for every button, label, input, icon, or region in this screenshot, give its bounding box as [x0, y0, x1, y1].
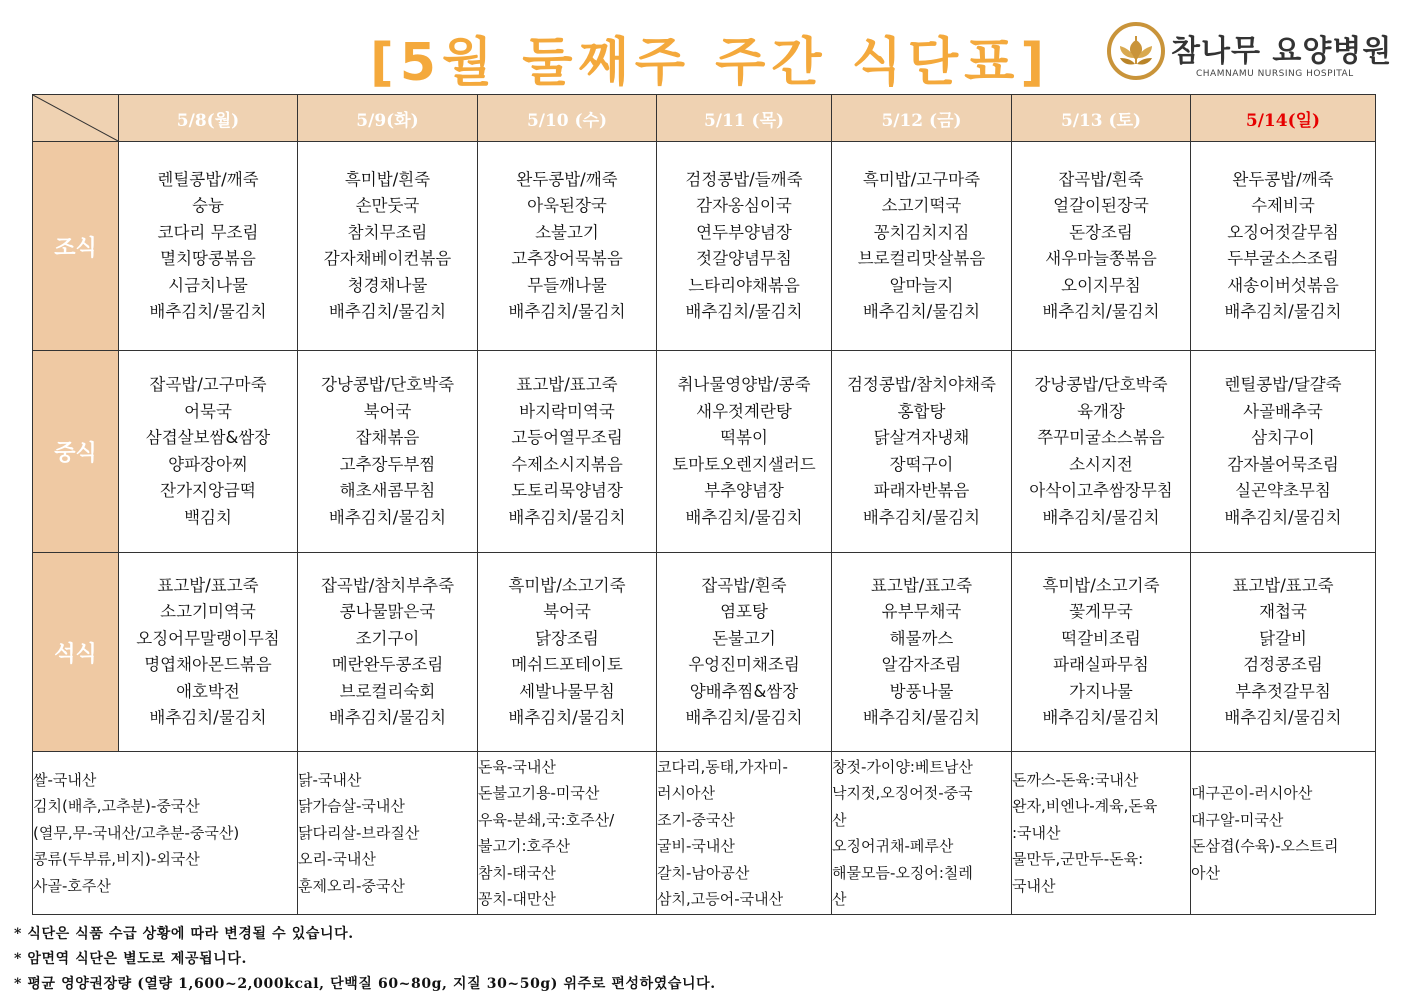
meal-cell [478, 142, 657, 351]
meal-cell [119, 142, 298, 351]
origin-line: 돈불고기용-미국산 [478, 784, 600, 802]
menu-item: 부추젓갈무침 [1235, 681, 1331, 701]
meal-cell [657, 553, 832, 752]
meal-row [33, 553, 1376, 752]
menu-item: 배추김치/물김치 [862, 507, 981, 527]
menu-item: 흑미밥/흰죽 [344, 169, 431, 189]
menu-item: 아욱된장국 [527, 196, 607, 215]
origin-cell [832, 752, 1012, 915]
day-header: 5/11 (목) [657, 95, 832, 142]
menu-item: 소시지전 [1069, 454, 1133, 474]
meal-cell [832, 553, 1012, 752]
day-header: 5/13 (토) [1012, 95, 1191, 142]
menu-item: 고추장어묵볶음 [511, 249, 623, 268]
meal-cell [1012, 351, 1191, 553]
menu-item: 염포탕 [720, 602, 768, 621]
meal-label: 중식 [33, 351, 119, 553]
menu-item: 돈장조림 [1069, 222, 1133, 242]
menu-item: 배추김치/물김치 [508, 507, 626, 527]
logo-subtitle: CHAMNAMU NURSING HOSPITAL [1196, 69, 1354, 79]
day-header: 5/12 (금) [832, 95, 1012, 142]
menu-item: 감자볼어묵조림 [1227, 454, 1339, 474]
meal-label: 조식 [33, 142, 119, 351]
menu-item: 떡갈비조림 [1061, 628, 1141, 648]
origin-line: 러시아산 [657, 784, 715, 802]
menu-item: 청경채나물 [347, 275, 428, 295]
meal-cell [298, 553, 478, 752]
origin-line: 산 [832, 810, 847, 829]
menu-item: 배추김치/물김치 [149, 302, 267, 321]
origin-line: 굴비-국내산 [657, 837, 735, 855]
origin-line: 오징어귀채-페루산 [832, 837, 954, 855]
origin-line: 국내산 [1012, 876, 1056, 895]
menu-item: 부추양념장 [704, 481, 784, 500]
origin-line: (열무,무-국내산/고추분-중국산) [33, 823, 240, 842]
origin-line: 아산 [1191, 863, 1220, 882]
menu-item: 강낭콩밥/단호박죽 [1034, 375, 1168, 394]
origin-line: 삼치,고등어-국내산 [657, 890, 784, 908]
menu-item: 배추김치/물김치 [1224, 507, 1342, 527]
day-header: 5/9(화) [298, 95, 478, 142]
menu-item: 꽃게무국 [1069, 602, 1133, 621]
menu-item: 배추김치/물김치 [685, 507, 803, 527]
origin-line: 물만두,군만두-돈육: [1012, 850, 1144, 869]
menu-item: 배추김치/물김치 [508, 708, 626, 727]
oak-leaf-logo-icon [1105, 20, 1167, 82]
page-title: [5월 둘째주 주간 식단표] [370, 33, 1051, 93]
menu-item: 표고밥/표고죽 [870, 575, 973, 595]
origin-line: 불고기:호주산 [478, 837, 570, 855]
origin-line: 닭-국내산 [298, 770, 362, 789]
meal-cell [832, 351, 1012, 553]
meal-cell [478, 351, 657, 553]
menu-item: 양배추찜&쌈장 [689, 681, 799, 701]
meal-cell [832, 142, 1012, 351]
meal-cell [657, 351, 832, 553]
menu-item: 연두부양념장 [696, 222, 792, 242]
menu-item: 완두콩밥/깨죽 [1232, 169, 1334, 189]
notes [14, 922, 1394, 997]
origin-cell [1191, 752, 1376, 915]
origin-line: 창젓-가이양:베트남산 [832, 757, 973, 776]
menu-item: 새우젓계란탕 [696, 401, 792, 421]
logo-name: 참나무 요양병원 [1171, 34, 1393, 69]
menu-item: 도토리묵양념장 [511, 481, 623, 500]
menu-item: 콩나물맑은국 [339, 602, 436, 621]
menu-item: 브로컬리맛살볶음 [857, 249, 986, 268]
meal-row [33, 351, 1376, 553]
menu-item: 해초새콤무침 [339, 481, 436, 500]
origin-line: 갈치-남아공산 [657, 863, 750, 882]
day-header-sunday: 5/14(일) [1191, 95, 1376, 142]
menu-item: 오징어젓갈무침 [1227, 222, 1339, 242]
menu-item: 감자채베이컨볶음 [323, 249, 452, 268]
menu-item: 북어국 [363, 401, 412, 421]
menu-item: 취나물영양밥/콩죽 [677, 375, 811, 394]
menu-item: 배추김치/물김치 [685, 708, 803, 727]
origin-cell [478, 752, 657, 915]
menu-item: 숭늉 [192, 196, 224, 215]
meal-cell [1191, 553, 1376, 752]
origin-line: 닭가슴살-국내산 [298, 797, 405, 816]
day-header: 5/10 (수) [478, 95, 657, 142]
weekly-menu-table [32, 94, 1376, 915]
menu-item: 표고밥/표고죽 [1232, 575, 1334, 595]
origin-line: 쌀-국내산 [33, 770, 97, 789]
origin-line: 해물모듬-오징어:칠레 [832, 863, 973, 882]
origin-cell [657, 752, 832, 915]
meal-cell [657, 142, 832, 351]
menu-item: 무들깨나물 [527, 275, 607, 295]
menu-item: 배추김치/물김치 [862, 708, 981, 727]
menu-item: 잡곡밥/고구마죽 [149, 375, 267, 394]
origin-cell [1012, 752, 1191, 915]
menu-item: 흑미밥/고구마죽 [862, 169, 981, 189]
menu-item: 소고기떡국 [881, 196, 962, 215]
menu-item: 표고밥/표고죽 [157, 575, 259, 595]
note: * 평균 영양권장량 (열량 1,600~2,000kcal, 단백질 60~80g, 지질 30~50g) 위주로 편성하였습니다. [14, 976, 716, 992]
diagonal-line-icon [33, 95, 118, 141]
menu-item: 명엽채아몬드볶음 [144, 655, 272, 674]
meal-cell [1191, 142, 1376, 351]
origin-line: 꽁치-대만산 [478, 890, 556, 908]
menu-item: 육개장 [1077, 401, 1125, 421]
meal-cell [298, 351, 478, 553]
menu-item: 닭살겨자냉채 [873, 428, 970, 447]
menu-item: 사골배추국 [1243, 401, 1323, 421]
menu-item: 양파장아찌 [168, 454, 248, 474]
menu-item: 두부굴소스조림 [1227, 249, 1339, 268]
menu-item: 소고기미역국 [160, 602, 256, 621]
menu-item: 파래실파무침 [1053, 655, 1149, 674]
menu-item: 바지락미역국 [519, 401, 615, 421]
menu-item: 유부무채국 [881, 602, 962, 621]
menu-item: 홍합탕 [897, 401, 946, 421]
menu-item: 배추김치/물김치 [1224, 708, 1342, 727]
origin-line: 콩류(두부류,비지)-외국산 [33, 850, 200, 869]
menu-item: 알마늘지 [889, 275, 954, 295]
menu-item: 새우마늘쫑볶음 [1045, 249, 1157, 268]
menu-item: 조기구이 [355, 628, 420, 648]
menu-item: 어묵국 [184, 401, 232, 421]
meal-label: 석식 [33, 553, 119, 752]
menu-item: 우엉진미채조림 [688, 655, 800, 674]
menu-item: 해물까스 [889, 628, 954, 648]
origin-line: 돈육-국내산 [478, 757, 556, 776]
meal-cell [1191, 351, 1376, 553]
menu-item: 잡곡밥/참치부추죽 [320, 575, 455, 595]
menu-item: 오이지무침 [1061, 275, 1141, 295]
menu-item: 새송이버섯볶음 [1227, 275, 1339, 295]
meal-cell [119, 351, 298, 553]
origin-line: 돈삼겹(수육)-오스트리 [1191, 837, 1339, 855]
menu-item: 잔가지앙금떡 [160, 481, 256, 500]
menu-item: 잡채볶음 [355, 428, 420, 447]
menu-item: 렌틸콩밥/깨죽 [157, 169, 259, 189]
menu-item: 닭갈비 [1259, 628, 1307, 648]
note: * 암면역 식단은 별도로 제공됩니다. [14, 951, 248, 967]
menu-item: 쭈꾸미굴소스볶음 [1037, 428, 1165, 447]
menu-item: 백김치 [184, 507, 232, 527]
hospital-logo [1105, 20, 1393, 86]
menu-item: 가지나물 [1069, 681, 1133, 701]
menu-item: 고추장두부찜 [339, 454, 436, 474]
menu-item: 북어국 [543, 602, 591, 621]
origin-line: 사골-호주산 [33, 876, 111, 895]
origin-line: 우육-분쇄,국:호주산/ [478, 810, 615, 829]
menu-item: 애호박전 [176, 681, 240, 701]
meal-cell [119, 553, 298, 752]
origin-line: 돈까스-돈육:국내산 [1012, 770, 1139, 789]
menu-item: 검정콩밥/참치야채죽 [846, 375, 996, 394]
menu-item: 코다리 무조림 [157, 222, 259, 242]
menu-item: 메쉬드포테이토 [511, 655, 623, 674]
menu-item: 잡곡밥/흰죽 [1058, 169, 1144, 189]
menu-item: 배추김치/물김치 [1042, 507, 1160, 527]
origin-line: 산 [832, 890, 847, 908]
menu-item: 토마토오렌지샐러드 [672, 454, 816, 474]
menu-item: 삼겹살보쌈&쌈장 [145, 428, 271, 447]
corner-cell [33, 95, 119, 142]
meal-row [33, 142, 1376, 351]
menu-item: 표고밥/표고죽 [516, 375, 618, 394]
menu-item: 배추김치/물김치 [685, 302, 803, 321]
note: * 식단은 식품 수급 상황에 따라 변경될 수 있습니다. [14, 926, 354, 942]
meal-cell [1012, 142, 1191, 351]
menu-item: 닭장조림 [535, 628, 599, 648]
menu-item: 참치무조림 [347, 222, 428, 242]
menu-item: 배추김치/물김치 [1224, 302, 1342, 321]
menu-item: 배추김치/물김치 [328, 507, 447, 527]
origin-cell [33, 752, 298, 915]
origin-line: 대구곤이-러시아산 [1191, 784, 1313, 802]
menu-item: 감자옹심이국 [696, 196, 792, 215]
menu-item: 파래자반볶음 [873, 481, 970, 500]
menu-item: 알감자조림 [881, 655, 962, 674]
menu-item: 배추김치/물김치 [328, 302, 447, 321]
menu-item: 꽁치김치지짐 [873, 222, 970, 242]
menu-item: 떡볶이 [720, 428, 768, 447]
day-header-row [33, 95, 1376, 142]
menu-item: 돈불고기 [712, 628, 776, 648]
meal-cell [478, 553, 657, 752]
menu-item: 배추김치/물김치 [1042, 708, 1160, 727]
menu-item: 세발나물무침 [519, 681, 615, 701]
origin-line: 코다리,동태,가자미- [657, 757, 788, 776]
menu-item: 수제소시지볶음 [511, 454, 623, 474]
menu-item: 시금치나물 [168, 275, 248, 295]
origin-line: 조기-중국산 [657, 810, 735, 829]
menu-item: 재첩국 [1259, 602, 1307, 621]
menu-item: 장떡구이 [889, 454, 954, 474]
menu-item: 실곤약초무침 [1235, 481, 1331, 500]
menu-item: 배추김치/물김치 [862, 302, 981, 321]
menu-item: 강낭콩밥/단호박죽 [320, 375, 455, 394]
menu-item: 완두콩밥/깨죽 [516, 169, 618, 189]
origin-line: 완자,비엔나-계육,돈육 [1012, 797, 1158, 816]
origin-line: 오리-국내산 [298, 850, 376, 869]
menu-item: 젓갈양념무침 [696, 249, 792, 268]
menu-item: 브로컬리숙회 [339, 681, 436, 701]
origin-row [33, 752, 1376, 915]
menu-item: 검정콩조림 [1243, 655, 1323, 674]
menu-item: 흑미밥/소고기죽 [508, 575, 626, 595]
menu-item: 흑미밥/소고기죽 [1042, 575, 1160, 595]
menu-item: 수제비국 [1251, 196, 1315, 215]
menu-item: 메란완두콩조림 [331, 655, 444, 674]
meal-cell [298, 142, 478, 351]
menu-item: 배추김치/물김치 [508, 302, 626, 321]
menu-item: 아삭이고추쌈장무침 [1029, 481, 1173, 500]
menu-item: 고등어열무조림 [511, 428, 623, 447]
menu-item: 배추김치/물김치 [328, 708, 447, 727]
menu-item: 잡곡밥/흰죽 [701, 575, 787, 595]
origin-line: 낙지젓,오징어젓-중국 [832, 784, 973, 802]
menu-item: 느타리야채볶음 [688, 275, 800, 295]
origin-line: :국내산 [1012, 823, 1061, 842]
menu-item: 소불고기 [535, 222, 599, 242]
menu-item: 배추김치/물김치 [1042, 302, 1160, 321]
origin-line: 닭다리살-브라질산 [298, 823, 420, 842]
origin-line: 참치-태국산 [478, 863, 556, 882]
menu-item: 오징어무말랭이무침 [136, 628, 280, 648]
menu-item: 검정콩밥/들깨죽 [685, 169, 803, 189]
menu-item: 렌틸콩밥/달걀죽 [1224, 375, 1342, 394]
origin-line: 대구알-미국산 [1191, 810, 1284, 829]
day-header: 5/8(월) [119, 95, 298, 142]
menu-item: 배추김치/물김치 [149, 708, 267, 727]
menu-item: 멸치땅콩볶음 [160, 249, 256, 268]
menu-item: 삼치구이 [1251, 428, 1315, 447]
meal-cell [1012, 553, 1191, 752]
menu-item: 얼갈이된장국 [1053, 196, 1149, 215]
origin-line: 김치(배추,고추분)-중국산 [33, 797, 200, 816]
origin-line: 훈제오리-중국산 [298, 876, 405, 895]
menu-item: 방풍나물 [889, 681, 954, 701]
menu-item: 손만둣국 [355, 196, 420, 215]
origin-cell [298, 752, 478, 915]
